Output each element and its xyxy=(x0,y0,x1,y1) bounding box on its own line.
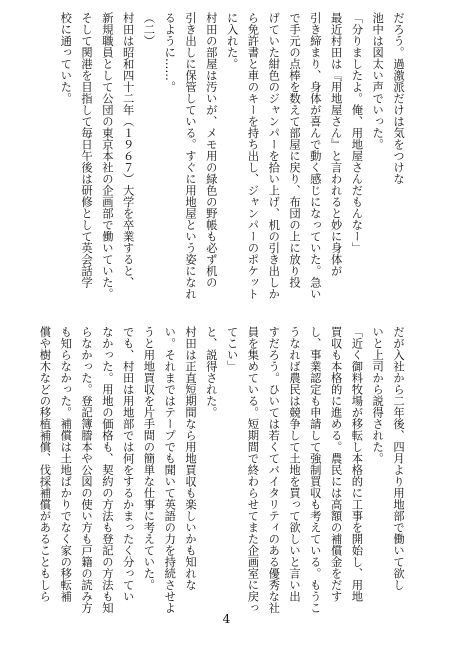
lower-text-block xyxy=(34,326,408,622)
text-column: 員を集めている。短期間で終わらせてまた企画室に戻っ xyxy=(246,326,260,614)
text-column: に入れた。 xyxy=(225,12,239,70)
text-column: 新規職員として公団の東京本社の企画部で働いていた。 xyxy=(100,12,114,300)
text-column: 「近く御料牧場が移転し本格的に工事を開始し、用地 xyxy=(350,326,364,602)
text-column: げていた紺色のジャンパーを拾い上げ、机の引き出しか xyxy=(267,12,281,300)
text-column: うと用地買収を片手間の簡単な仕事に考えていた。 xyxy=(142,326,156,591)
text-column: 池中は図太い声でいった。 xyxy=(371,12,385,150)
text-column: いと上司から説得された。 xyxy=(371,326,385,464)
text-column: も知らなかった。補償は土地ばかりでなく家の移転補 xyxy=(59,326,73,602)
text-column: 村田の部屋は汚いが、メモ用の緑色の野帳も必ず机の xyxy=(204,12,218,288)
text-column: と、説得された。 xyxy=(204,326,218,418)
text-column: 引き締まり、身体が喜んで動く感じになっていた。急い xyxy=(308,12,322,300)
text-column: 「分りましたよ。俺、用地屋さんだもんなー」 xyxy=(350,12,364,254)
text-column: なかった。用地の価格も、契約の方法も登記の方法も知 xyxy=(100,326,114,614)
text-column: だろう。過激派だけは気をつけな xyxy=(392,12,405,185)
text-column: 買収も本格的に進める。農民には高額の補償金をだす xyxy=(329,326,343,602)
text-column: だが入社から二年後、四月より用地部で働いて欲し xyxy=(392,326,405,591)
text-column: で手元の点棒を数えて部屋に戻り、布団の上に放り投 xyxy=(288,12,302,288)
text-column: てこい」 xyxy=(225,326,239,372)
text-column: うなれば農民は競争して土地を買って欲しいと言い出 xyxy=(288,326,302,602)
text-column: 最近村田は『用地屋さん』と言われると妙に身体が xyxy=(329,12,343,277)
text-column: 校に通っていた。 xyxy=(59,12,73,104)
text-column: 村田は昭和四十二年（１９６７）大学を卒業すると、 xyxy=(121,12,135,288)
page-number: 4 xyxy=(222,612,231,626)
text-column: 償や樹木などの移植補償、伐採補償があることもしら xyxy=(38,326,52,602)
text-column: らなかった。登記簿謄本や公図の使い方も戸籍の読み方 xyxy=(80,326,94,614)
text-column: し、事業認定も申請して強制買収も考えている。もうこ xyxy=(308,326,322,614)
section-heading: （二） xyxy=(142,12,156,47)
text-column: 村田は正直短期間なら用地買収も楽しいかも知れな xyxy=(184,326,198,591)
text-column: すだろう。ひいては若くてバイタリティのある優秀な社 xyxy=(267,326,281,614)
text-column: ら免許書と車のキーを持ち出し、ジャンパーのポケット xyxy=(246,12,260,300)
text-column: 引き出しに保管している。すぐに用地屋という姿になれ xyxy=(184,12,198,300)
text-column: でも、村田は用地部では何をするかまったく分ってい xyxy=(121,326,135,602)
upper-text-block xyxy=(54,12,408,307)
text-column: るように……。 xyxy=(163,12,177,93)
text-column: そして関港を目指して毎日午後は研修として英会話学 xyxy=(80,12,94,288)
text-column: い。それまではテープでも聞いて英語の力を持続させよ xyxy=(163,326,177,614)
